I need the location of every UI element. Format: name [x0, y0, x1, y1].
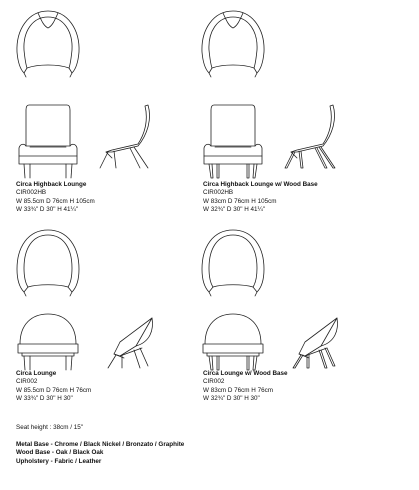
lounge-wood-front-view: [203, 314, 263, 356]
metal-base-finishes: Metal Base - Chrome / Black Nickel / Bronzato / Graphite: [16, 440, 185, 448]
dimensions-metric: W 85.5cm D 76cm H 105cm: [16, 197, 95, 205]
dimensions-imperial: W 33¾" D 30" H 30": [16, 395, 73, 403]
lounge-front-view: [18, 314, 78, 356]
highback-lounge-side-view: [106, 105, 150, 158]
product-code: CIR002: [203, 378, 225, 386]
dimensions-metric: W 83cm D 76cm H 76cm: [203, 386, 273, 394]
lounge-side-view: [114, 318, 152, 358]
product-code: CIR002HB: [203, 189, 234, 197]
finish-options: [16, 424, 184, 466]
wood-base-finishes: Wood Base - Oak / Black Oak: [16, 449, 104, 457]
spec-highback-lounge-wood: [203, 181, 318, 215]
highback-lounge-top-view: [17, 11, 79, 77]
lounge-metal-legs: [24, 356, 72, 370]
lounge-top-view: [17, 230, 79, 296]
dimensions-imperial: W 32¾" D 30" H 41¼": [203, 206, 266, 214]
highback-wood-top-view: [202, 11, 264, 77]
spacer: [16, 433, 184, 441]
highback-lounge-side-legs: [100, 147, 148, 168]
lounge-wood-legs: [209, 356, 257, 370]
highback-lounge-metal-legs: [24, 164, 72, 178]
lounge-wood-side-view: [299, 318, 337, 358]
highback-wood-front-view: [204, 105, 262, 164]
product-name: Circa Highback Lounge w/ Wood Base: [203, 181, 318, 188]
highback-wood-side-view: [291, 105, 335, 158]
lounge-wood-top-view: [202, 230, 264, 296]
lounge-wood-side-legs: [293, 348, 335, 368]
spec-highback-lounge: [16, 181, 95, 215]
product-code: CIR002HB: [16, 189, 47, 197]
seat-height: Seat height : 38cm / 15": [16, 424, 83, 431]
dimensions-imperial: W 33¾" D 30" H 41¼": [16, 206, 79, 214]
highback-wood-side-legs: [285, 147, 335, 168]
upholstery-options: Upholstery - Fabric / Leather: [16, 457, 102, 465]
dimensions-metric: W 85.5cm D 76cm H 76cm: [16, 386, 92, 394]
spec-lounge: [16, 370, 91, 404]
highback-lounge-front-view: [19, 105, 77, 164]
dimensions-imperial: W 32¾" D 30" H 30": [203, 395, 260, 403]
product-name: Circa Lounge: [16, 370, 57, 377]
product-code: CIR002: [16, 378, 38, 386]
product-name: Circa Highback Lounge: [16, 181, 87, 188]
highback-wood-legs: [209, 164, 257, 178]
dimensions-metric: W 83cm D 76cm H 105cm: [203, 197, 277, 205]
product-name: Circa Lounge w/ Wood Base: [203, 370, 288, 377]
spec-lounge-wood: [203, 370, 288, 404]
